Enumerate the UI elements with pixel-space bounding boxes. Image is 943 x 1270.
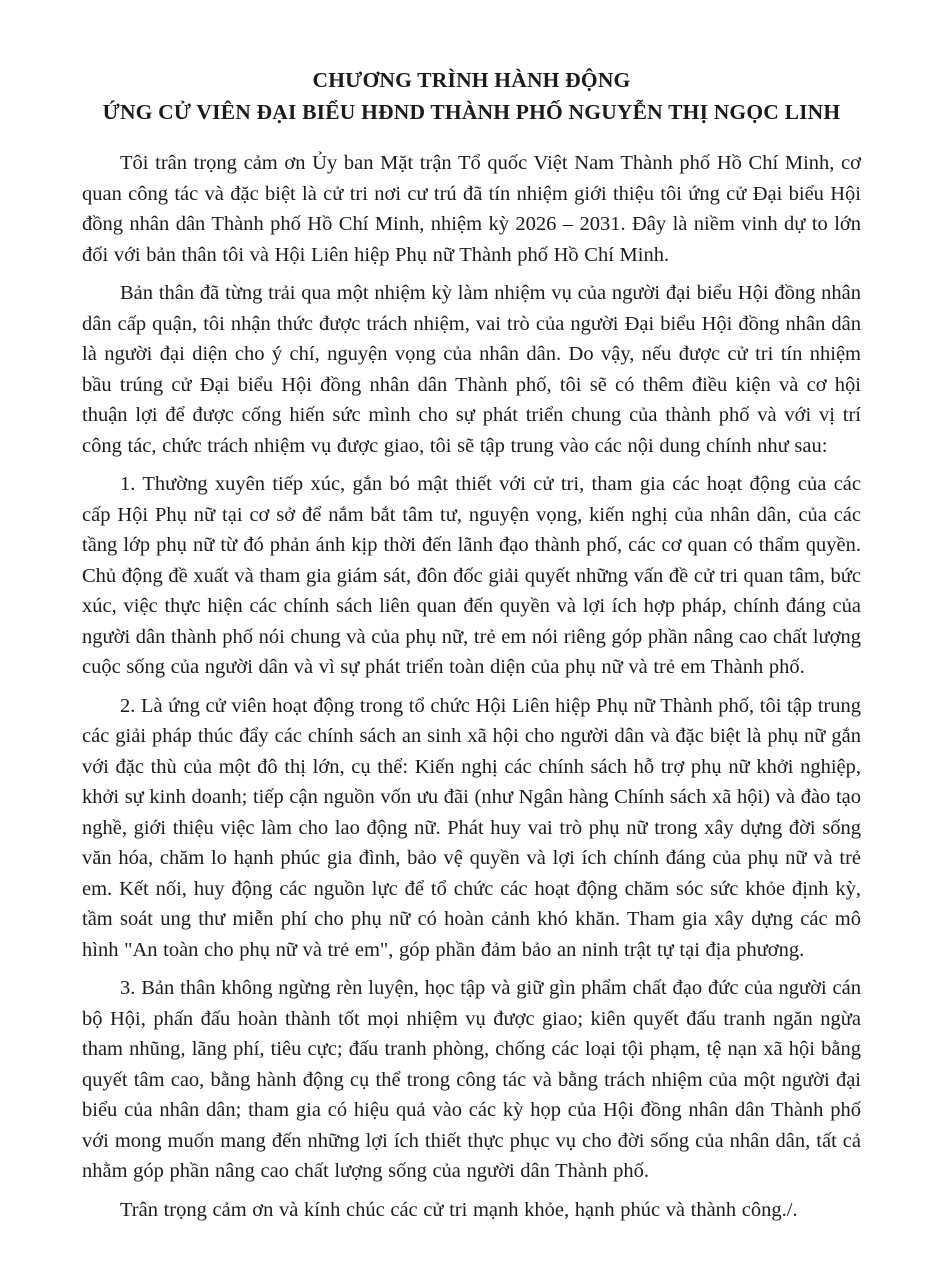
paragraph-point-2: 2. Là ứng cử viên hoạt động trong tổ chức Hội Liên hiệp Phụ nữ Thành phố, tôi tập trung các giải pháp thúc đẩy các chính sách an sinh xã hội cho người dân và đặc biệt là phụ nữ gắn với đặc thù của một đô thị lớn, cụ thể: Kiến nghị các chính sách hỗ trợ phụ nữ khởi nghiệp, khởi sự kinh doanh; tiếp cận nguồn vốn ưu đãi (như Ngân hàng Chính sách xã hội) và đào tạo nghề, giới thiệu việc làm cho lao động nữ. Phát huy vai trò phụ nữ trong xây dựng đời sống văn hóa, chăm lo hạnh phúc gia đình, bảo vệ quyền và lợi ích chính đáng của phụ nữ và trẻ em. Kết nối, huy động các nguồn lực để tổ chức các hoạt động chăm sóc sức khỏe định kỳ, tầm soát ung thư miễn phí cho phụ nữ có hoàn cảnh khó khăn. Tham gia xây dựng các mô hình "An toàn cho phụ nữ và trẻ em", góp phần đảm bảo an ninh trật tự tại địa phương. bbox=[82, 694, 861, 961]
paragraph-intro: Tôi trân trọng cảm ơn Ủy ban Mặt trận Tổ quốc Việt Nam Thành phố Hồ Chí Minh, cơ quan công tác và đặc biệt là cử tri nơi cư trú đã tín nhiệm giới thiệu tôi ứng cử Đại biểu Hội đồng nhân dân Thành phố Hồ Chí Minh, nhiệm kỳ 2026 – 2031. Đây là niềm vinh dự to lớn đối với bản thân tôi và Hội Liên hiệp Phụ nữ Thành phố Hồ Chí Minh. bbox=[82, 152, 861, 266]
paragraph-point-3: 3. Bản thân không ngừng rèn luyện, học tập và giữ gìn phẩm chất đạo đức của người cán bộ Hội, phấn đấu hoàn thành tốt mọi nhiệm vụ được giao; kiên quyết đấu tranh ngăn ngừa tham nhũng, lãng phí, tiêu cực; đấu tranh phòng, chống các loại tội phạm, tệ nạn xã hội bằng quyết tâm cao, bằng hành động cụ thể trong công tác và bằng trách nhiệm của một người đại biểu của nhân dân; tham gia có hiệu quả vào các kỳ họp của Hội đồng nhân dân Thành phố với mong muốn mang đến những lợi ích thiết thực phục vụ cho đời sống của nhân dân, tất cả nhằm góp phần nâng cao chất lượng sống của người dân Thành phố. bbox=[82, 977, 861, 1182]
document-title bbox=[82, 64, 861, 128]
paragraph-closing: Trân trọng cảm ơn và kính chúc các cử tri mạnh khỏe, hạnh phúc và thành công./. bbox=[120, 1198, 798, 1221]
title-line-2: ỨNG CỬ VIÊN ĐẠI BIỂU HĐND THÀNH PHỐ NGUYỄN THỊ NGỌC LINH bbox=[102, 100, 841, 124]
paragraph-point-1: 1. Thường xuyên tiếp xúc, gắn bó mật thiết với cử tri, tham gia các hoạt động của các cấp Hội Phụ nữ tại cơ sở để nắm bắt tâm tư, nguyện vọng, kiến nghị của nhân dân, của các tầng lớp phụ nữ từ đó phản ánh kịp thời đến lãnh đạo thành phố, các cơ quan có thẩm quyền. Chủ động đề xuất và tham gia giám sát, đôn đốc giải quyết những vấn đề cử tri quan tâm, bức xúc, việc thực hiện các chính sách liên quan đến quyền và lợi ích hợp pháp, chính đáng của người dân thành phố nói chung và của phụ nữ, trẻ em nói riêng góp phần nâng cao chất lượng cuộc sống của người dân và vì sự phát triển toàn diện của phụ nữ và trẻ em Thành phố. bbox=[82, 473, 861, 678]
paragraph-background: Bản thân đã từng trải qua một nhiệm kỳ làm nhiệm vụ của người đại biểu Hội đồng nhân dân cấp quận, tôi nhận thức được trách nhiệm, vai trò của người Đại biểu Hội đồng nhân dân là người đại diện cho ý chí, nguyện vọng của nhân dân. Do vậy, nếu được cử tri tín nhiệm bầu trúng cử Đại biểu Hội đồng nhân dân Thành phố, tôi sẽ có thêm điều kiện và cơ hội thuận lợi để được cống hiến sức mình cho sự phát triển chung của thành phố và với vị trí công tác, chức trách nhiệm vụ được giao, tôi sẽ tập trung vào các nội dung chính như sau: bbox=[82, 282, 861, 457]
title-line-1: CHƯƠNG TRÌNH HÀNH ĐỘNG bbox=[312, 68, 631, 92]
